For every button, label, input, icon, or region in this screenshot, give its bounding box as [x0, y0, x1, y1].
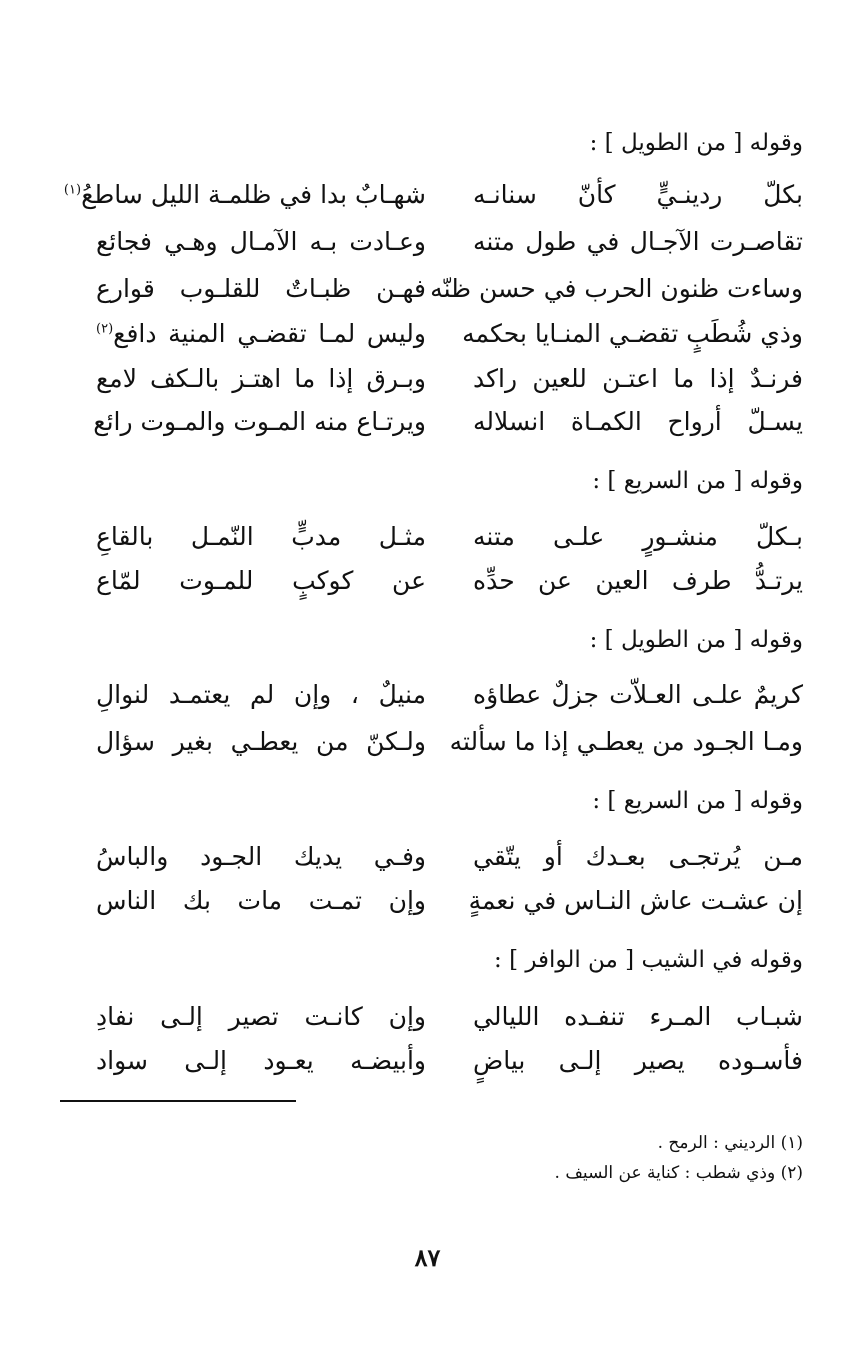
- verse-line: [93, 402, 803, 442]
- first-hemistich: بـكلّ منشـورٍ علـى متنه: [473, 522, 803, 551]
- footnote-separator: [60, 1100, 296, 1102]
- footnote: (٢) وذي شطب : كناية عن السيف .: [554, 1163, 803, 1183]
- poem-intro: وقوله [ من السريع ] :: [592, 788, 803, 814]
- verse-line: [96, 675, 803, 715]
- verse-line: [96, 1041, 803, 1081]
- second-hemistich: [63, 175, 426, 215]
- poem-intro: وقوله [ من السريع ] :: [592, 468, 803, 494]
- verse-line: [96, 314, 803, 354]
- hemistich-text: وليس لمـا تقضـي المنية دافع: [113, 319, 426, 348]
- first-hemistich: إن عشـت عاش النـاس في نعمةٍ: [468, 886, 803, 915]
- second-hemistich: مثـل مدبٍّ النّمـل بالقاعِ: [96, 522, 426, 551]
- first-hemistich: وساءت ظنون الحرب في حسن ظنّه: [430, 274, 803, 303]
- second-hemistich: وإن تمـت مات بك الناس: [96, 886, 426, 915]
- first-hemistich: ومـا الجـود من يعطـي إذا ما سألته: [449, 727, 803, 756]
- second-hemistich: ويرتـاع منه المـوت والمـوت رائع: [93, 407, 426, 436]
- verse-line: [96, 517, 803, 557]
- first-hemistich: كريمٌ علـى العـلاّت جزلٌ عطاؤه: [473, 680, 803, 709]
- verse-line: [63, 175, 803, 215]
- second-hemistich: عن كوكبٍ للمـوت لمّاع: [96, 566, 426, 595]
- verse-line: [96, 881, 803, 921]
- verse-line: [96, 997, 803, 1037]
- second-hemistich: وأبيضـه يعـود إلـى سواد: [96, 1046, 426, 1075]
- second-hemistich: ولـكنّ من يعطـي بغير سؤال: [96, 727, 426, 756]
- verse-line: [96, 269, 803, 309]
- first-hemistich: يسـلّ أرواح الكمـاة انسلاله: [473, 407, 803, 436]
- second-hemistich: [96, 314, 426, 354]
- verse-line: [96, 722, 803, 762]
- verse-line: [96, 222, 803, 262]
- poem-intro: وقوله [ من الطويل ] :: [589, 627, 803, 653]
- footnote-marker: (٢): [96, 321, 114, 337]
- verse-line: [96, 837, 803, 877]
- verse-line: [96, 561, 803, 601]
- verse-line: [96, 359, 803, 399]
- second-hemistich: وفـي يديك الجـود والباسُ: [96, 842, 426, 871]
- first-hemistich: فرنـدٌ إذا ما اعتـن للعين راكد: [473, 364, 803, 393]
- first-hemistich: تقاصـرت الآجـال في طول متنه: [473, 227, 803, 256]
- first-hemistich: شبـاب المـرء تنفـده الليالي: [473, 1002, 803, 1031]
- first-hemistich: فأسـوده يصير إلـى بياضٍ: [473, 1046, 803, 1075]
- first-hemistich: بكلّ ردينـيٍّ كأنّ سنانـه: [473, 180, 803, 209]
- poem-intro: وقوله [ من الطويل ] :: [589, 130, 803, 156]
- second-hemistich: منيلٌ ، وإن لم يعتمـد لنوالِ: [96, 680, 426, 709]
- hemistich-text: شهـابٌ بدا في ظلمـة الليل ساطعُ: [81, 180, 426, 209]
- first-hemistich: مـن يُرتجـى بعـدك أو يتّقي: [473, 842, 803, 871]
- second-hemistich: وإن كانـت تصير إلـى نفادِ: [96, 1002, 426, 1031]
- first-hemistich: يرتـدُّ طرف العين عن حدِّه: [473, 566, 803, 595]
- page-number: ٨٧: [414, 1243, 441, 1272]
- second-hemistich: وعـادت بـه الآمـال وهـي فجائع: [96, 227, 426, 256]
- first-hemistich: وذي شُطَبٍ تقضـي المنـايا بحكمه: [462, 319, 803, 348]
- second-hemistich: فهـن ظبـاتٌ للقلـوب قوارع: [96, 274, 426, 303]
- footnote: (١) الرديني : الرمح .: [657, 1133, 803, 1153]
- second-hemistich: وبـرق إذا ما اهتـز بالـكف لامع: [96, 364, 426, 393]
- poem-intro: وقوله في الشيب [ من الوافر ] :: [494, 947, 803, 973]
- footnote-marker: (١): [63, 182, 82, 198]
